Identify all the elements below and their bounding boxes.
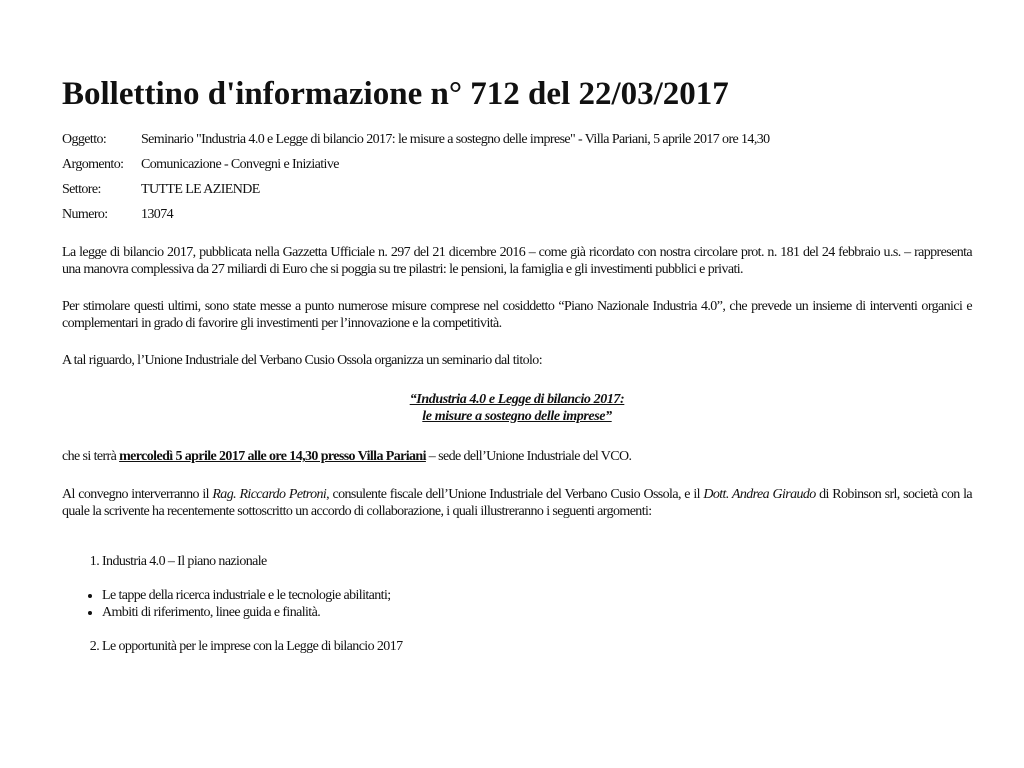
speakers-text-b: , consulente fiscale dell’Unione Industriale del Verbano Cusio Ossola, e il (326, 487, 704, 502)
list-item: • Ambiti di riferimento, linee guida e finalità. (102, 604, 972, 621)
meta-key: Numero: (62, 207, 108, 222)
list-item: 2. Le opportunità per le imprese con la Legge di bilancio 2017 (102, 638, 972, 655)
date-prefix: che si terrà (62, 449, 120, 464)
meta-value: TUTTE LE AZIENDE (141, 182, 260, 197)
speaker-giraudo: Dott. Andrea Giraudo (703, 487, 816, 502)
metadata-table (62, 132, 770, 232)
meta-key: Argomento: (62, 157, 124, 172)
seminar-title-line2: le misure a sostegno delle imprese” (422, 409, 612, 424)
meta-value: Seminario "Industria 4.0 e Legge di bilancio 2017: le misure a sostegno delle imprese" - Villa Pariani, 5 aprile 2017 ore 14,30 (141, 132, 770, 147)
topics-list-2 (62, 638, 972, 655)
seminar-title-line1: “Industria 4.0 e Legge di bilancio 2017: (409, 392, 625, 407)
meta-value: 13074 (141, 207, 174, 222)
paragraph-relatori (62, 486, 972, 520)
paragraph-data-luogo (62, 448, 972, 465)
speaker-petroni: Rag. Riccardo Petroni (212, 487, 327, 502)
meta-key: Oggetto: (62, 132, 107, 147)
speakers-text-c: di Robinson srl, società con la quale la scrivente ha recentemente sottoscritto un accordo di collaborazione, i quali illustreranno i seguenti argomenti: (62, 487, 972, 519)
paragraph-seminario-intro: A tal riguardo, l’Unione Industriale del Verbano Cusio Ossola organizza un seminario dal titolo: (62, 353, 542, 368)
date-suffix: – sede dell’Unione Industriale del VCO. (425, 449, 632, 464)
speakers-text-a: Al convegno interverranno il (62, 487, 213, 502)
paragraph-legge-bilancio: La legge di bilancio 2017, pubblicata nella Gazzetta Ufficiale n. 297 del 21 dicembre 2016 – come già ricordato con nostra circolare prot. n. 181 del 24 febbraio u.s. – rappresenta una manovra complessiva da 27 miliardi di Euro che si poggia su tre pilastri: le pensioni, la famiglia e gli investimenti pubblici e privati. (62, 245, 972, 277)
meta-key: Settore: (62, 182, 101, 197)
meta-row-numero (62, 207, 770, 232)
meta-row-argomento (62, 157, 770, 182)
list-item: • Le tappe della ricerca industriale e le tecnologie abilitanti; (102, 587, 972, 604)
topics-bullets (62, 587, 972, 621)
list-item: 1. Industria 4.0 – Il piano nazionale (102, 553, 972, 570)
meta-row-oggetto (62, 132, 770, 157)
meta-row-settore (62, 182, 770, 207)
topics-list-1 (62, 553, 972, 570)
document-page (62, 74, 972, 655)
meta-value: Comunicazione - Convegni e Iniziative (141, 157, 339, 172)
seminar-title (62, 391, 972, 425)
page-title: Bollettino d'informazione n° 712 del 22/03/2017 (62, 76, 729, 112)
event-date-location: mercoledì 5 aprile 2017 alle ore 14,30 presso Villa Pariani (119, 449, 426, 464)
paragraph-stimolare: Per stimolare questi ultimi, sono state messe a punto numerose misure comprese nel cosiddetto “Piano Nazionale Industria 4.0”, che prevede un insieme di interventi organici e complementari in grado di favorire gli investimenti per l’innovazione e la competitività. (62, 299, 972, 331)
